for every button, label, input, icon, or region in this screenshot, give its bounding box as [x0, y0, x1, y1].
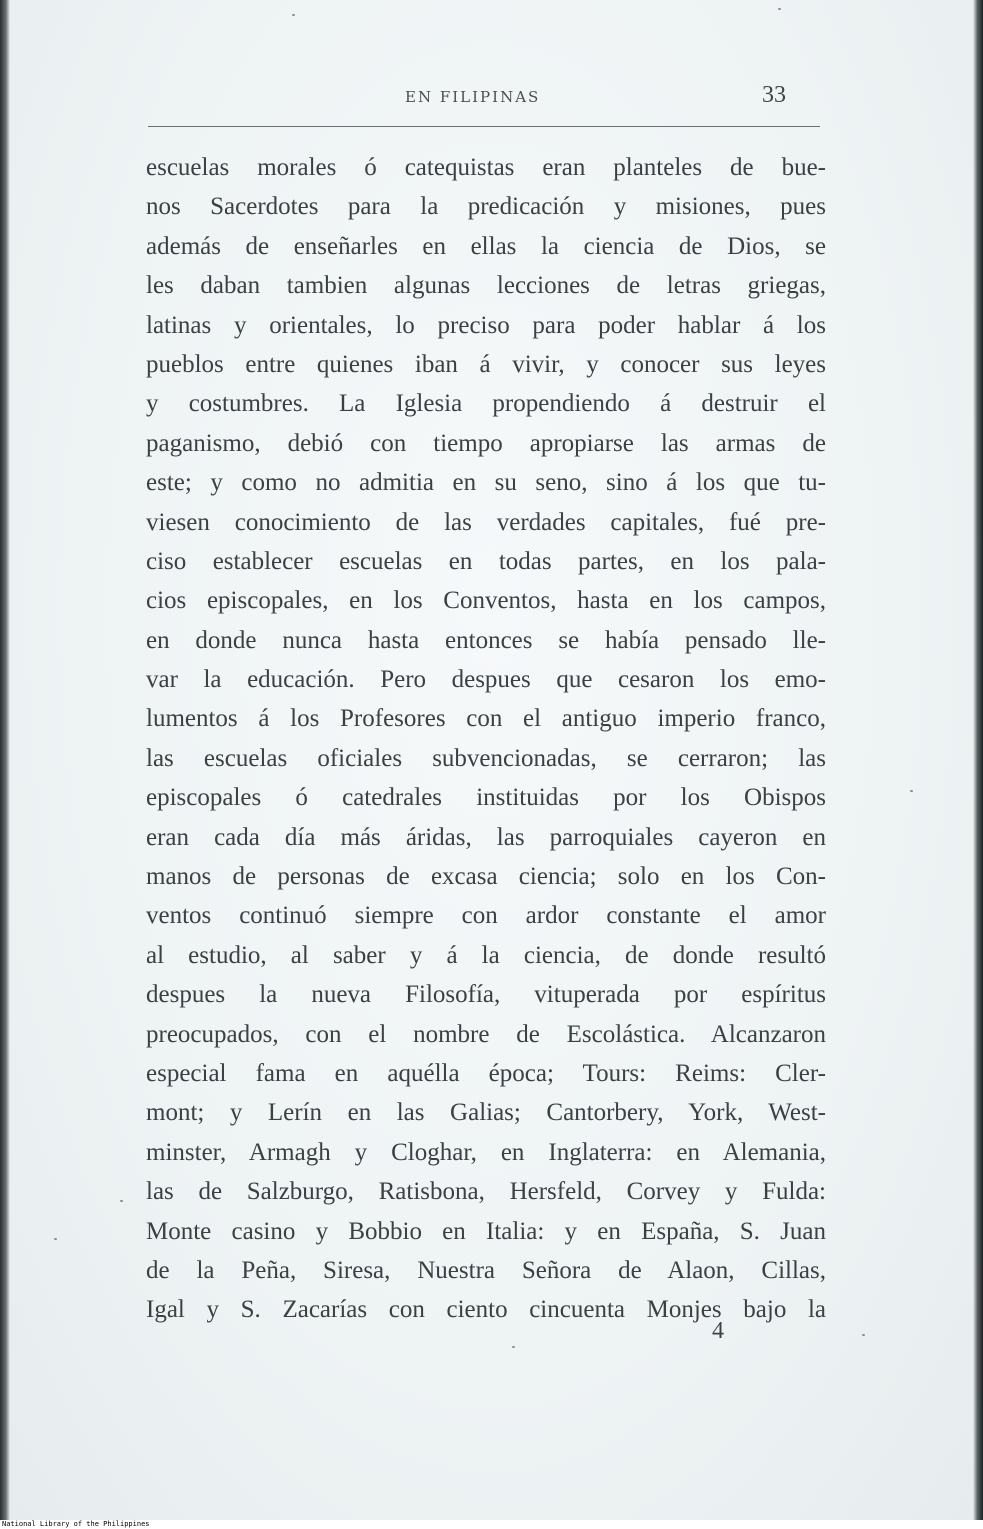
dust-speck [120, 1200, 123, 1202]
header-rule [148, 126, 820, 127]
text-line: mont; y Lerín en las Galias; Cantorbery, York, West- [146, 1099, 826, 1127]
text-line: de la Peña, Siresa, Nuestra Señora de Alaon, Cillas, [146, 1256, 826, 1284]
text-line: las de Salzburgo, Ratisbona, Hersfeld, Corvey y Fulda: [146, 1178, 826, 1206]
text-line: eran cada día más áridas, las parroquiales cayeron en [146, 823, 826, 851]
text-line: episcopales ó catedrales instituidas por los Obispos [146, 784, 826, 812]
page-number: 33 [762, 82, 786, 108]
signature-mark: 4 [712, 1318, 724, 1344]
text-line: minster, Armagh y Cloghar, en Inglaterra: en Alemania, [146, 1138, 826, 1166]
text-line: al estudio, al saber y á la ciencia, de donde resultó [146, 941, 826, 969]
film-edge-right [973, 0, 983, 1520]
text-line: paganismo, debió con tiempo apropiarse las armas de [146, 429, 826, 457]
film-edge-left [0, 0, 10, 1520]
text-line: viesen conocimiento de las verdades capitales, fué pre- [146, 508, 826, 536]
body-text [146, 148, 826, 1330]
text-line: les daban tambien algunas lecciones de letras griegas, [146, 272, 826, 300]
text-line: despues la nueva Filosofía, vituperada por espíritus [146, 981, 826, 1009]
text-line: ventos continuó siempre con ardor constante el amor [146, 902, 826, 930]
text-line: lumentos á los Profesores con el antiguo imperio franco, [146, 705, 826, 733]
text-line: ciso establecer escuelas en todas partes, en los pala- [146, 547, 826, 575]
text-line: manos de personas de excasa ciencia; solo en los Con- [146, 863, 826, 891]
text-line: especial fama en aquélla época; Tours: Reims: Cler- [146, 1059, 826, 1087]
text-line: este; y como no admitia en su seno, sino á los que tu- [146, 469, 826, 497]
running-title: EN FILIPINAS [405, 88, 541, 106]
dust-speck [54, 1238, 57, 1240]
text-line: var la educación. Pero despues que cesaron los emo- [146, 666, 826, 694]
text-line: nos Sacerdotes para la predicación y misiones, pues [146, 193, 826, 221]
text-line: latinas y orientales, lo preciso para poder hablar á los [146, 311, 826, 339]
text-line: preocupados, con el nombre de Escolástica. Alcanzaron [146, 1020, 826, 1048]
text-line: además de enseñarles en ellas la ciencia de Dios, se [146, 232, 826, 260]
dust-speck [292, 14, 295, 16]
text-line: Igal y S. Zacarías con ciento cincuenta Monjes bajo la [146, 1296, 826, 1324]
library-caption: National Library of the Philippines [2, 1520, 150, 1528]
text-line: escuelas morales ó catequistas eran planteles de bue- [146, 154, 826, 181]
text-line: cios episcopales, en los Conventos, hasta en los campos, [146, 587, 826, 615]
dust-speck [910, 790, 913, 792]
text-line: las escuelas oficiales subvencionadas, se cerraron; las [146, 744, 826, 772]
dust-speck [862, 1334, 865, 1336]
text-line: Monte casino y Bobbio en Italia: y en España, S. Juan [146, 1217, 826, 1245]
dust-speck [512, 1346, 515, 1348]
text-line: y costumbres. La Iglesia propendiendo á destruir el [146, 390, 826, 418]
text-line: pueblos entre quienes iban á vivir, y conocer sus leyes [146, 350, 826, 378]
text-line: en donde nunca hasta entonces se había pensado lle- [146, 626, 826, 654]
dust-speck [778, 8, 781, 10]
